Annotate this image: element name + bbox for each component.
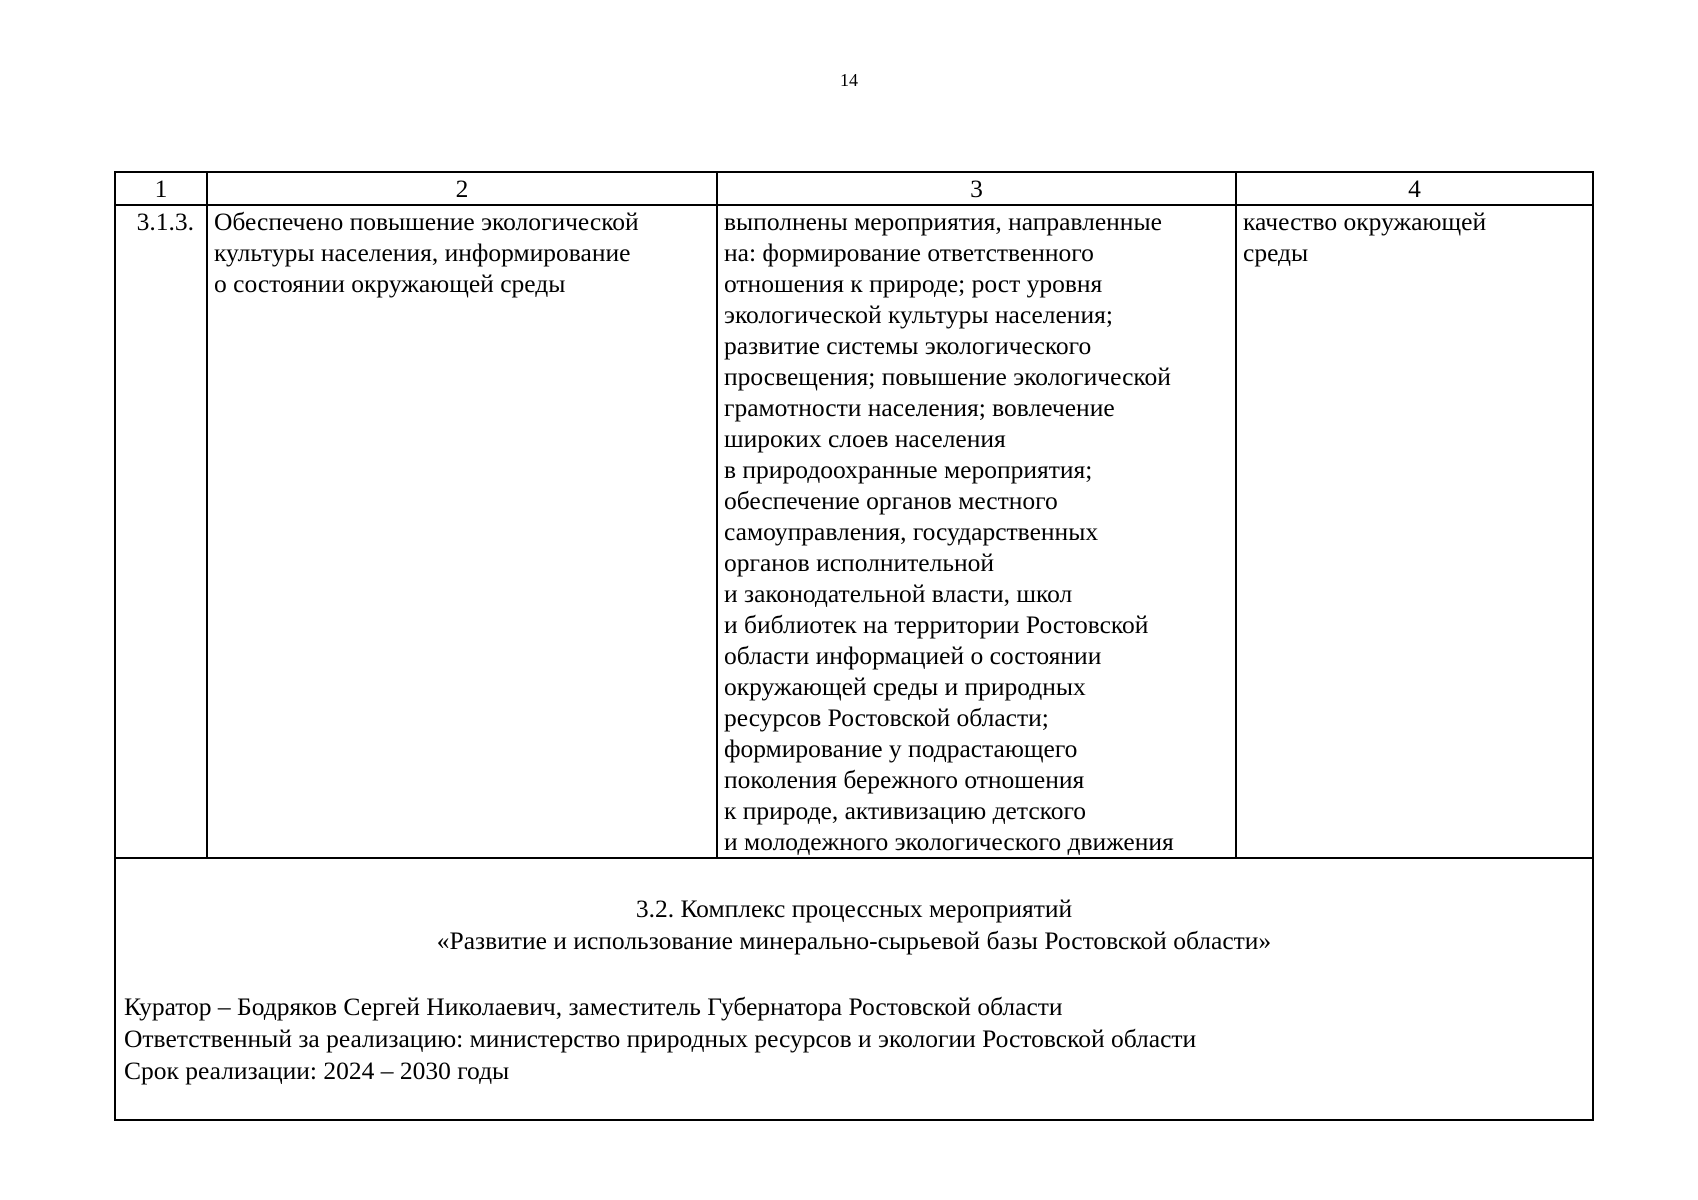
column-header-1: 1	[115, 172, 207, 205]
activities-table	[114, 171, 1594, 1121]
task-cell: Обеспечено повышение экологической культуры населения, информирование о состоянии окружающей среды	[207, 205, 717, 858]
column-header-2: 2	[207, 172, 717, 205]
table-header-row	[115, 172, 1593, 205]
section-cell	[115, 858, 1593, 1120]
section-title: 3.2. Комплекс процессных мероприятий «Развитие и использование минерально-сырьевой базы Ростовской области»	[436, 894, 1272, 955]
section-row	[115, 858, 1593, 1120]
column-header-4: 4	[1236, 172, 1593, 205]
indicator-cell: качество окружающей среды	[1236, 205, 1593, 858]
description-cell: выполнены мероприятия, направленные на: формирование ответственного отношения к природе; рост уровня экологической культуры населения; развитие системы экологического просвещения; повышение экологической грамотности населения; вовлечение широких слоев населения в природоохранные мероприятия; обеспечение органов местного самоуправления, государственных органов исполнительной и законодательной власти, школ и библиотек на территории Ростовской области информацией о состоянии окружающей среды и природных ресурсов Ростовской области; формирование у подрастающего поколения бережного отношения к природе, активизацию детского и молодежного экологического движения	[717, 205, 1236, 858]
table-row	[115, 205, 1593, 858]
row-number: 3.1.3.	[115, 205, 207, 858]
section-info: Куратор – Бодряков Сергей Николаевич, заместитель Губернатора Ростовской области Ответственный за реализацию: министерство природных ресурсов и экологии Ростовской области Срок реализации: 2024 – 2030 годы	[124, 992, 1197, 1085]
column-header-3: 3	[717, 172, 1236, 205]
page-number: 14	[840, 70, 858, 90]
